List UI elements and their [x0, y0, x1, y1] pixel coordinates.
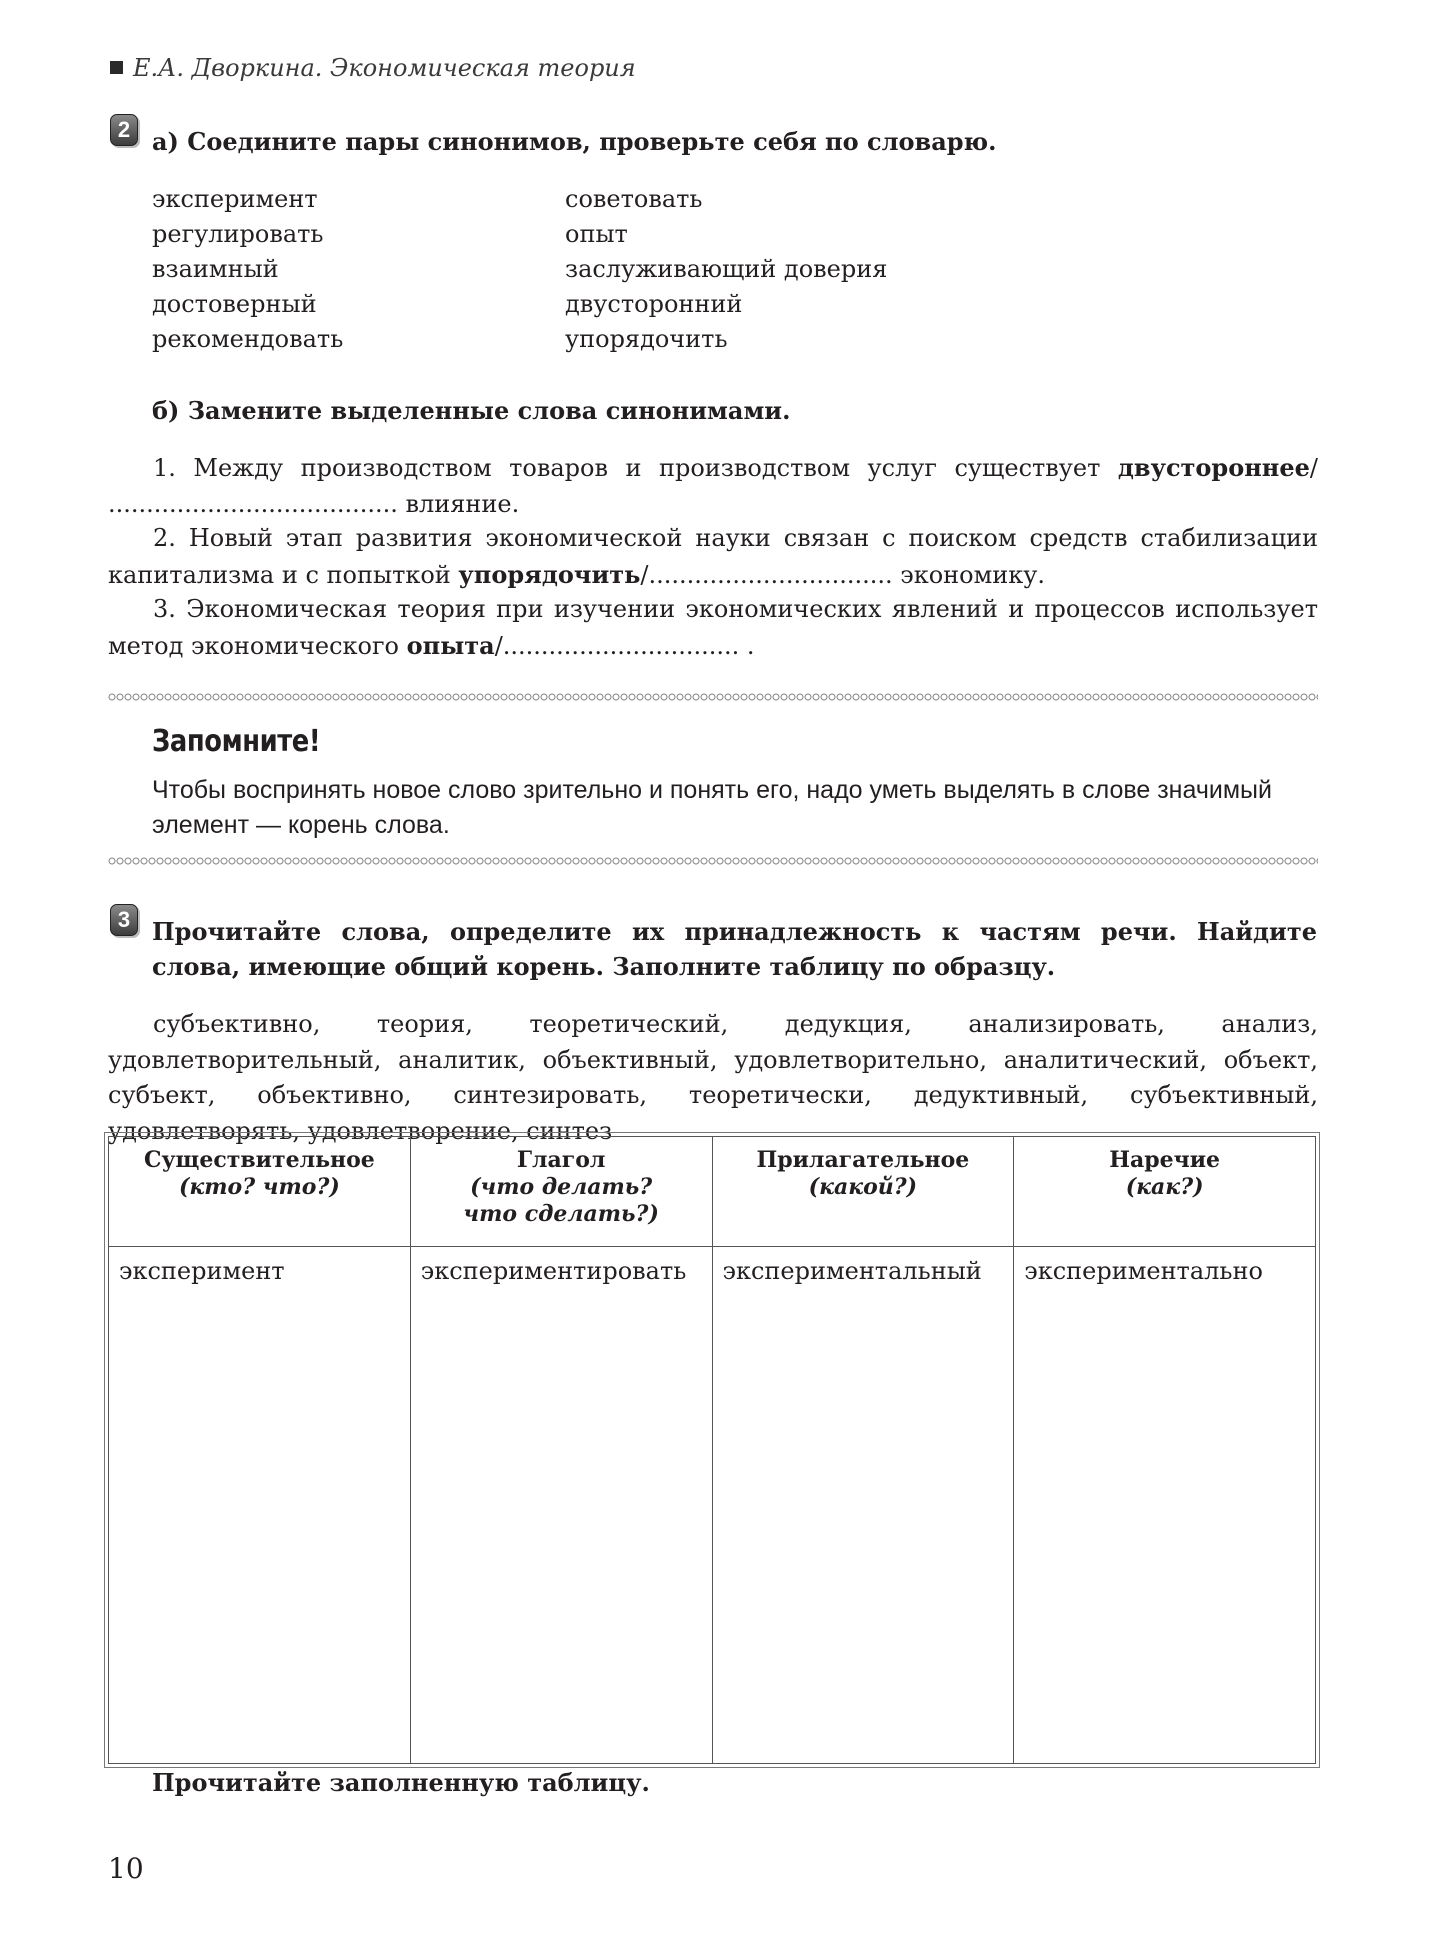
column-header: Наречие (как?) [1014, 1137, 1316, 1247]
list-item: упорядочить [565, 325, 728, 353]
list-item: эксперимент [152, 185, 318, 213]
task-number-icon: 3 [110, 904, 138, 936]
sentence-2: 2. Новый этап развития экономической науки связан с поиском средств стабилизации капитализма и с попыткой упорядочить/................................ экономику. [108, 524, 1318, 589]
header-text: Е.А. Дворкина. Экономическая теория [133, 54, 636, 82]
list-item: взаимный [152, 255, 279, 283]
list-item: рекомендовать [152, 325, 344, 353]
table-cell: экспериментальный [712, 1247, 1014, 1764]
task-3-footer: Прочитайте заполненную таблицу. [152, 1768, 650, 1797]
task-3-title: Прочитайте слова, определите их принадлежность к частям речи. Найдите слова, имеющие общий корень. Заполните таблицу по образцу. [152, 917, 1317, 981]
task-2b-title: б) Замените выделенные слова синонимами. [152, 396, 791, 425]
list-item: заслуживающий доверия [565, 255, 888, 283]
remember-text: Чтобы воспринять новое слово зрительно и понять его, надо уметь выделять в слове значимый элемент — корень слова. [152, 776, 1272, 839]
task-3-badge [110, 904, 138, 936]
highlighted-word: упорядочить [458, 559, 641, 589]
list-item: советовать [565, 185, 703, 213]
table-header-row [109, 1137, 1316, 1247]
list-item: достоверный [152, 290, 317, 318]
sentence-1: 1. Между производством товаров и производством услуг существует двустороннее/ ...................................... влияние. [108, 453, 1318, 518]
task-3-word-list: субъективно, теория, теоретический, дедукция, анализировать, анализ, удовлетворительный, аналитик, объективный, удовлетворительно, аналитический, объект, субъект, объективно, синтезировать, теоретически, дедуктивный, субъективный, удовлетворять, удовлетворение, синтез [108, 1010, 1318, 1145]
synonym-left-column [152, 182, 343, 357]
task-2a-title: а) Соедините пары синонимов, проверьте себя по словарю. [152, 127, 997, 156]
column-header: Прилагательное (какой?) [712, 1137, 1014, 1247]
table-cell: экспериментировать [410, 1247, 712, 1764]
task-number-icon: 2 [110, 114, 138, 146]
remember-heading: Запомните! [152, 724, 321, 759]
bullet-square-icon [110, 61, 123, 74]
divider [108, 693, 1318, 701]
column-header: Глагол (что делать? что сделать?) [410, 1137, 712, 1247]
synonym-right-column [565, 182, 887, 357]
divider [108, 857, 1318, 865]
column-header: Существительное (кто? что?) [109, 1137, 411, 1247]
list-item: опыт [565, 220, 628, 248]
highlighted-word: двустороннее [1117, 453, 1310, 482]
table-row [109, 1247, 1316, 1764]
running-header [110, 54, 636, 82]
parts-of-speech-table [108, 1136, 1316, 1764]
list-item: регулировать [152, 220, 324, 248]
list-item: двусторонний [565, 290, 743, 318]
sentence-3: 3. Экономическая теория при изучении экономических явлений и процессов использует метод экономического опыта/............................... . [108, 595, 1318, 660]
table-cell: экспериментально [1014, 1247, 1316, 1764]
task-2-badge [110, 114, 138, 146]
highlighted-word: опыта [406, 630, 495, 660]
table-cell: эксперимент [109, 1247, 411, 1764]
page-number: 10 [108, 1852, 144, 1885]
